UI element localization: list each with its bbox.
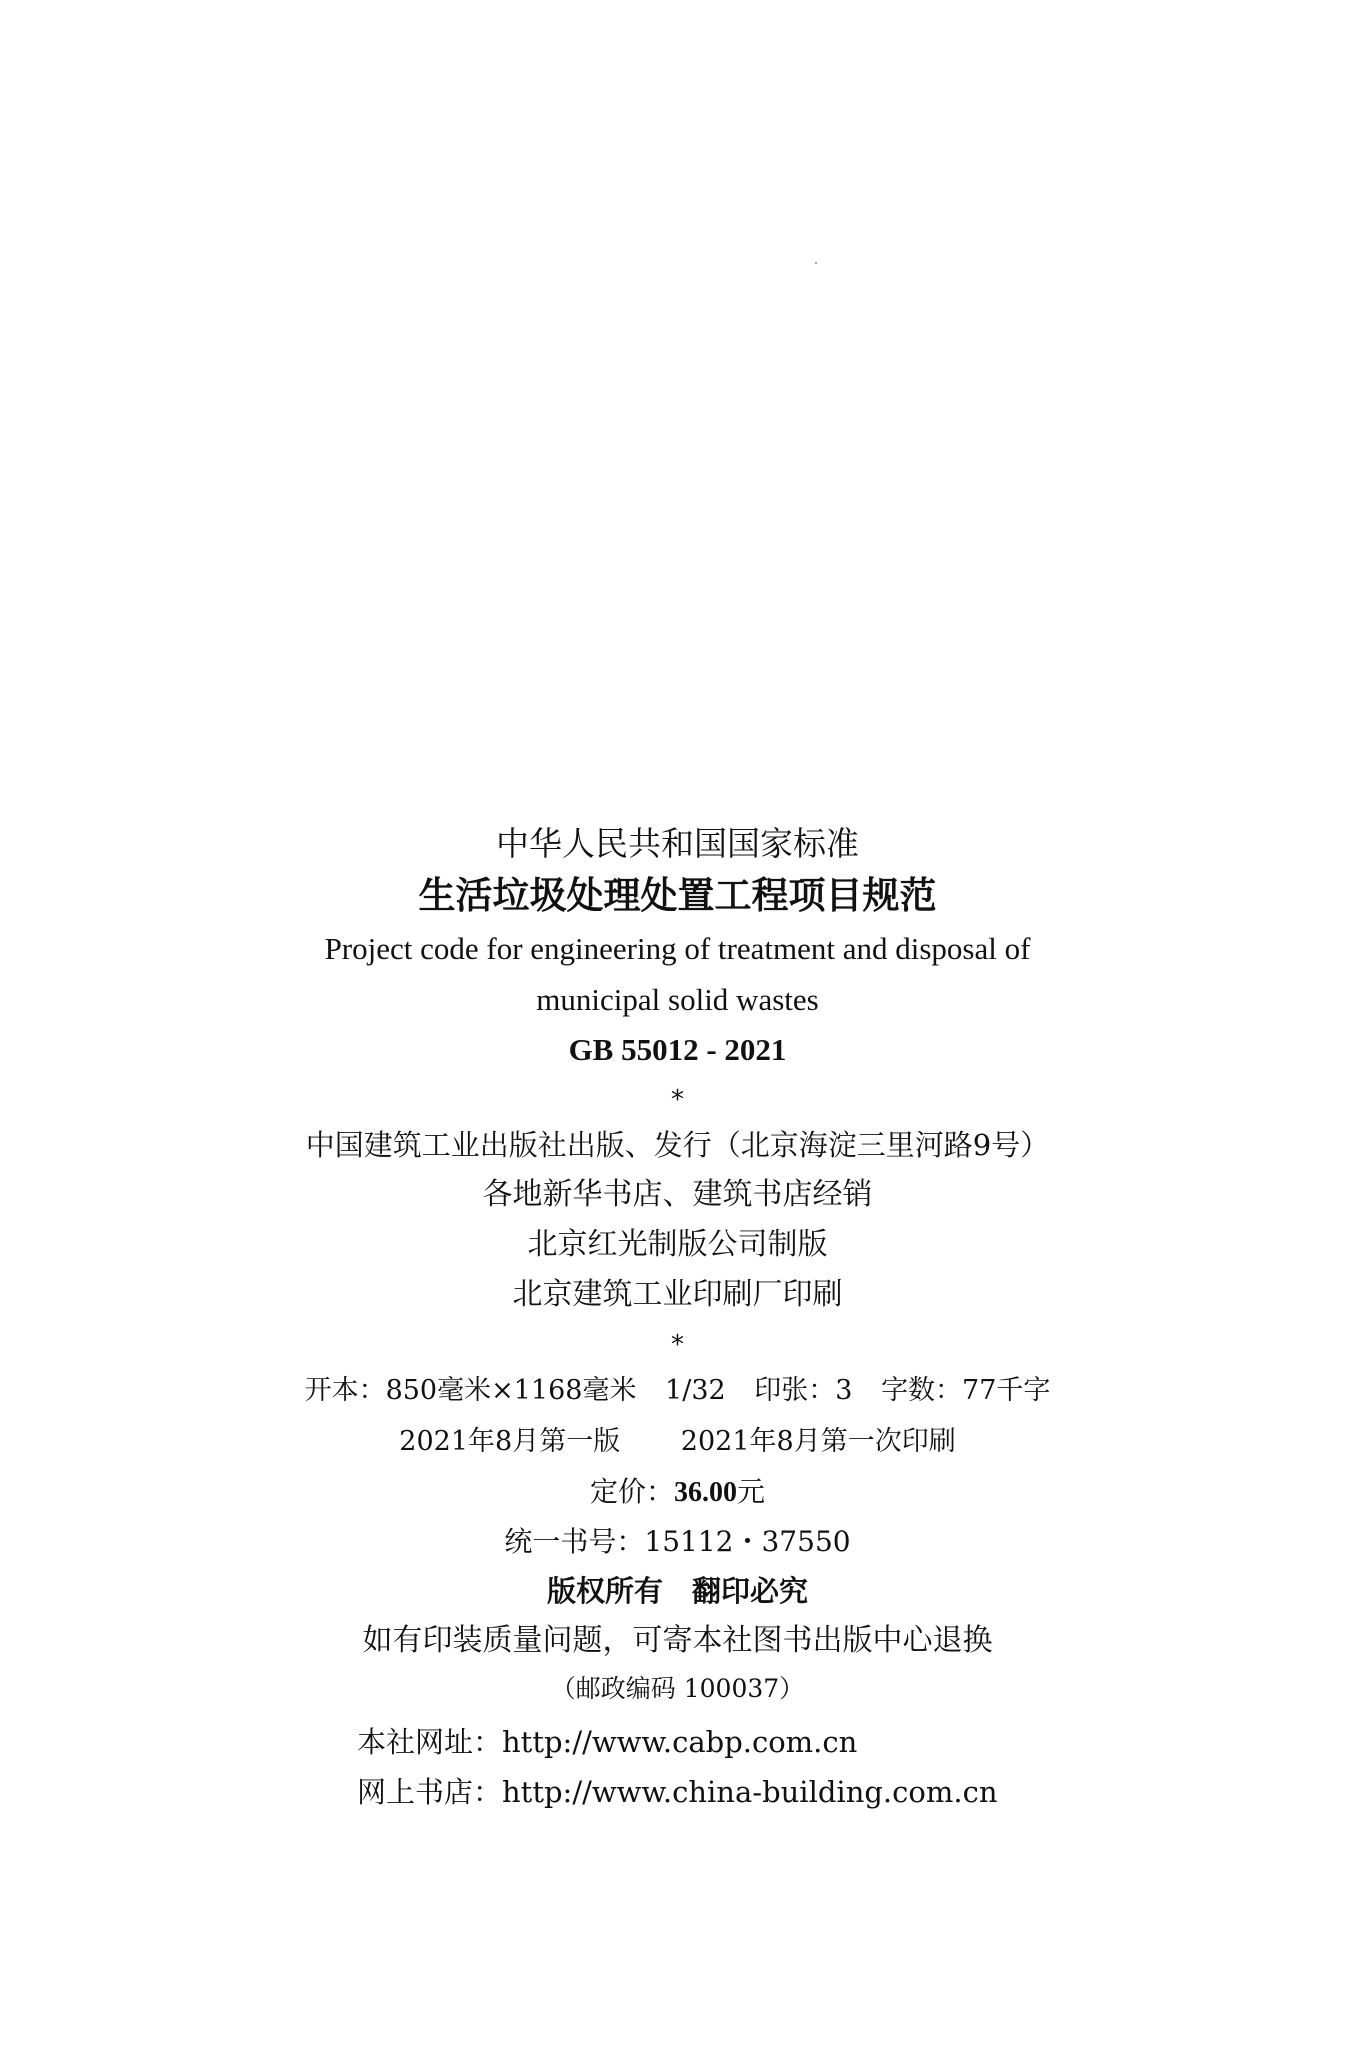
plate-maker-line: 北京红光制版公司制版	[527, 1227, 828, 1262]
price-unit: 元	[737, 1475, 766, 1508]
standard-code: GB 55012 - 2021	[568, 1032, 787, 1067]
distributor-line: 各地新华书店、建筑书店经销	[482, 1177, 873, 1212]
printer-line: 北京建筑工业印刷厂印刷	[512, 1277, 843, 1312]
standard-line: 中华人民共和国国家标准	[496, 824, 859, 863]
scan-speck	[815, 262, 817, 264]
separator-star: *	[671, 1085, 684, 1115]
price-label: 定价：	[589, 1475, 674, 1508]
rights-notice: 版权所有 翻印必究	[546, 1574, 808, 1608]
publisher-line: 中国建筑工业出版社出版、发行（北京海淀三里河路9号）	[305, 1128, 1050, 1162]
title-english-line2: municipal solid wastes	[536, 982, 819, 1017]
exchange-note: 如有印装质量问题，可寄本社图书出版中心退换	[362, 1623, 993, 1658]
separator-star: *	[671, 1330, 684, 1360]
postal-code: （邮政编码 100037）	[550, 1674, 805, 1703]
price-line	[0, 1475, 1355, 1508]
printing-info: 2021年8月第一次印刷	[680, 1426, 956, 1457]
print-sheets: 印张：3	[754, 1375, 853, 1406]
title-english-line1: Project code for engineering of treatment and disposal of	[324, 931, 1031, 966]
title-chinese: 生活垃圾处理处置工程项目规范	[418, 874, 937, 917]
edition-info: 2021年8月第一版	[399, 1426, 621, 1457]
publisher-website: 本社网址：http://www.cabp.com.cn	[357, 1725, 858, 1759]
format-specs	[0, 1377, 1355, 1404]
word-count: 字数：77千字	[881, 1375, 1051, 1406]
book-number: 统一书号：15112・37550	[504, 1525, 851, 1558]
edition-line	[0, 1428, 1355, 1455]
format-size: 开本：850毫米×1168毫米	[304, 1375, 637, 1406]
format-fold: 1/32	[665, 1375, 726, 1406]
online-bookstore: 网上书店：http://www.china-building.com.cn	[357, 1775, 998, 1809]
price-value: 36.00	[674, 1477, 737, 1508]
